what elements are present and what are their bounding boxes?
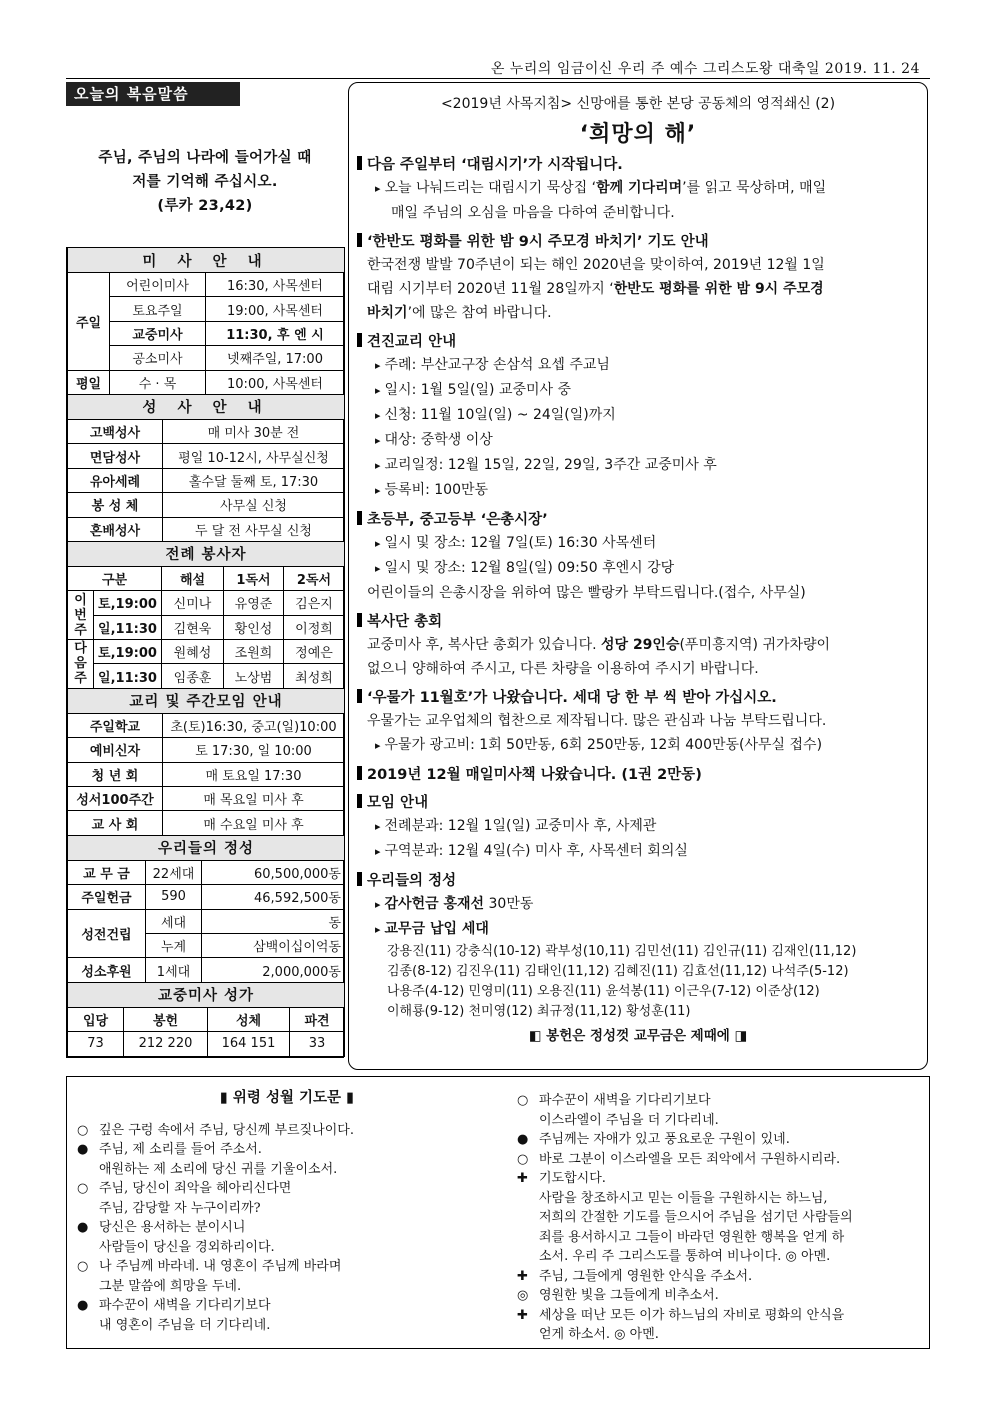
prayer-line bbox=[517, 1169, 927, 1189]
mass-name: 수 · 목 bbox=[110, 370, 206, 394]
gospel-reference: (루카 23,42) bbox=[157, 198, 253, 214]
prayer-text: 얻게 하소서. ◎ 아멘. bbox=[539, 1327, 659, 1342]
column-header: 2독서 bbox=[284, 566, 345, 590]
catechism-name: 예비신자 bbox=[68, 738, 163, 762]
server-reader2: 김은지 bbox=[284, 591, 345, 615]
next-week-label: 다음주 bbox=[68, 640, 94, 689]
server-reader2: 정예은 bbox=[284, 640, 345, 664]
mass-time: 19:00, 사목센터 bbox=[206, 297, 345, 321]
catechism-name: 교 사 회 bbox=[68, 811, 163, 835]
notice-box bbox=[348, 82, 928, 1070]
notice-item: ▸ 신청: 11월 10일(일) ~ 24일(일)까지 bbox=[357, 403, 919, 428]
offering-amount: 동 bbox=[202, 909, 345, 933]
prayer-line bbox=[77, 1199, 497, 1219]
server-reader1: 노상범 bbox=[224, 664, 284, 688]
prayer-line bbox=[517, 1150, 927, 1170]
catechism-value: 토 17:30, 일 10:00 bbox=[163, 738, 345, 762]
sacrament-table bbox=[67, 394, 345, 542]
catechism-value: 매 목요일 미사 후 bbox=[163, 787, 345, 811]
notice-item: ▸ 일시 및 장소: 12월 7일(토) 16:30 사목센터 bbox=[357, 531, 919, 556]
section-heading: 초등부, 중고등부 ‘은총시장’ bbox=[357, 509, 919, 531]
prayer-text: 그분 말씀에 희망을 두네. bbox=[99, 1278, 242, 1294]
server-commentator: 신미나 bbox=[162, 591, 224, 615]
hymn-number: 33 bbox=[290, 1032, 345, 1056]
prayer-line bbox=[517, 1208, 927, 1228]
notice-para: 없으니 양해하여 주시고, 다른 차량을 이용하여 주시기 바랍니다. bbox=[367, 661, 759, 677]
offering-count: 590 bbox=[146, 885, 202, 909]
notice-para: 대림 시기부터 2020년 11월 28일까지 ‘한반도 평화를 위한 밤 9시 주모경 bbox=[367, 281, 824, 297]
notice-item: ▸ 오늘 나눠드리는 대림시기 묵상집 ‘함께 기다리며’를 읽고 묵상하며, 매일 bbox=[357, 176, 919, 201]
offering-count: 1세대 bbox=[146, 958, 202, 982]
catechism-value: 매 토요일 17:30 bbox=[163, 762, 345, 786]
prayer-text: 이스라엘이 주님을 더 기다리네. bbox=[539, 1112, 719, 1128]
sacrament-value: 매 미사 30분 전 bbox=[163, 419, 345, 443]
prayer-line bbox=[517, 1091, 927, 1111]
notice-item: ▸ 주례: 부산교구장 손삼석 요셉 주교님 bbox=[357, 353, 919, 378]
notice-para: 어린이들의 은총시장을 위하여 많은 빨랑카 부탁드립니다.(접수, 사무실) bbox=[367, 585, 806, 601]
prayer-text: 나 주님께 바라네. 내 영혼이 주님께 바라며 bbox=[99, 1259, 342, 1274]
sacrament-name: 면담성사 bbox=[68, 444, 163, 468]
prayer-text: 당신은 용서하는 분이시니 bbox=[99, 1220, 246, 1235]
server-time: 토,19:00 bbox=[94, 591, 162, 615]
offering-name: 주일헌금 bbox=[68, 885, 146, 909]
notice-item: ▸ 등록비: 100만동 bbox=[357, 478, 919, 503]
prayer-text: 바로 그분이 이스라엘을 모든 죄악에서 구원하시리라. bbox=[539, 1151, 841, 1167]
section-heading: 2019년 12월 매일미사책 나왔습니다. (1권 2만동) bbox=[357, 764, 919, 786]
prayer-line bbox=[517, 1130, 927, 1150]
notice-item: ▸ 교무금 납입 세대 bbox=[357, 917, 919, 942]
info-tables bbox=[66, 247, 344, 1058]
column-header: 파견 bbox=[290, 1007, 345, 1031]
prayer-line bbox=[77, 1257, 497, 1277]
prayer-marker: ○ bbox=[77, 1259, 89, 1274]
prayer-marker: ● bbox=[77, 1220, 89, 1235]
offering-count: 22세대 bbox=[146, 860, 202, 884]
prayer-line bbox=[77, 1121, 497, 1141]
prayer-line bbox=[77, 1179, 497, 1199]
offering-name: 교 무 금 bbox=[68, 860, 146, 884]
prayer-line bbox=[517, 1306, 927, 1326]
header-divider bbox=[66, 78, 930, 79]
section-heading: 다음 주일부터 ‘대림시기’가 시작됩니다. bbox=[357, 154, 919, 176]
column-header: 1독서 bbox=[224, 566, 284, 590]
prayer-line bbox=[77, 1160, 497, 1180]
gospel-verse bbox=[66, 146, 344, 218]
section-heading: 견진교리 안내 bbox=[357, 331, 919, 353]
prayer-line bbox=[517, 1325, 927, 1345]
prayer-line bbox=[77, 1277, 497, 1297]
mass-time: 10:00, 사목센터 bbox=[206, 370, 345, 394]
notice-para: 우물가는 교우업체의 협찬으로 제작됩니다. 많은 관심과 나눔 부탁드립니다. bbox=[367, 713, 827, 729]
server-commentator: 임종훈 bbox=[162, 664, 224, 688]
section-title: 미 사 안 내 bbox=[68, 248, 345, 273]
prayer-marker: ○ bbox=[517, 1093, 529, 1108]
closing-slogan: ◧ 봉헌은 정성껏 교무금은 제때에 ◨ bbox=[528, 1028, 748, 1044]
hymn-number: 73 bbox=[68, 1032, 124, 1056]
sunday-label: 주일 bbox=[68, 273, 110, 371]
sacrament-name: 고백성사 bbox=[68, 419, 163, 443]
notice-item: ▸ 우물가 광고비: 1회 50만동, 6회 250만동, 12회 400만동(사무실 접수) bbox=[357, 733, 919, 758]
notice-item: ▸ 구역분과: 12월 4일(수) 미사 후, 사목센터 회의실 bbox=[357, 839, 919, 864]
server-reader1: 조원희 bbox=[224, 640, 284, 664]
building-label: 성전건립 bbox=[68, 909, 146, 958]
offering-amount: 46,592,500동 bbox=[202, 885, 345, 909]
section-title: 성 사 안 내 bbox=[68, 394, 345, 419]
prayer-text: 저희의 간절한 기도를 들으시어 주님을 섬기던 사람들의 bbox=[539, 1210, 853, 1225]
prayer-text: 주님, 그들에게 영원한 안식을 주소서. bbox=[539, 1268, 753, 1284]
gospel-line: 저를 기억해 주십시오. bbox=[132, 174, 278, 190]
hymn-number: 212 220 bbox=[124, 1032, 208, 1056]
sacrament-value: 사무실 신청 bbox=[163, 493, 345, 517]
section-title: 전례 봉사자 bbox=[68, 541, 345, 566]
mass-time: 16:30, 사목센터 bbox=[206, 273, 345, 297]
prayer-text: 영원한 빛을 그들에게 비추소서. bbox=[539, 1288, 719, 1303]
section-heading: 복사단 총회 bbox=[357, 611, 919, 633]
catechism-name: 청 년 회 bbox=[68, 762, 163, 786]
notice-para: 바치기’에 많은 참여 바랍니다. bbox=[367, 305, 552, 321]
prayer-text: 깊은 구렁 속에서 주님, 당신께 부르짖나이다. bbox=[99, 1122, 354, 1138]
server-commentator: 원혜성 bbox=[162, 640, 224, 664]
server-reader1: 유영준 bbox=[224, 591, 284, 615]
notice-title: ‘희망의 해’ bbox=[579, 122, 697, 147]
offering-count: 세대 bbox=[146, 909, 202, 933]
prayer-line bbox=[517, 1111, 927, 1131]
section-heading: 모임 안내 bbox=[357, 792, 919, 814]
sacrament-name: 봉 성 체 bbox=[68, 493, 163, 517]
mass-name: 어린이미사 bbox=[110, 273, 206, 297]
prayer-text: 파수꾼이 새벽을 기다리기보다 bbox=[99, 1298, 271, 1313]
prayer-line bbox=[517, 1267, 927, 1287]
this-week-label: 이번주 bbox=[68, 591, 94, 640]
prayer-line bbox=[517, 1286, 927, 1306]
prayer-text: 주님, 감당할 자 누구이리까? bbox=[99, 1200, 261, 1216]
pastoral-guideline: <2019년 사목지침> 신망애를 통한 본당 공동체의 영적쇄신 (2) bbox=[440, 96, 836, 112]
column-header: 봉헌 bbox=[124, 1007, 208, 1031]
mass-time: 넷째주일, 17:00 bbox=[206, 346, 345, 370]
prayer-marker: ● bbox=[77, 1142, 89, 1157]
prayer-text: 죄를 용서하시고 그들이 바라던 영원한 행복을 얻게 하 bbox=[539, 1229, 845, 1245]
server-time: 일,11:30 bbox=[94, 664, 162, 688]
server-time: 일,11:30 bbox=[94, 615, 162, 639]
prayer-marker: ● bbox=[77, 1298, 89, 1313]
notice-item: ▸ 교리일정: 12월 15일, 22일, 29일, 3주간 교중미사 후 bbox=[357, 453, 919, 478]
prayer-box bbox=[66, 1076, 930, 1349]
column-header: 입당 bbox=[68, 1007, 124, 1031]
notice-item: ▸ 대상: 중학생 이상 bbox=[357, 428, 919, 453]
prayer-line bbox=[77, 1140, 497, 1160]
column-header: 구분 bbox=[68, 566, 162, 590]
prayer-text: 소서. 우리 주 그리스도를 통하여 비나이다. ◎ 아멘. bbox=[539, 1249, 831, 1264]
server-reader2: 이정희 bbox=[284, 615, 345, 639]
offering-count: 누계 bbox=[146, 933, 202, 957]
prayer-text: 주님께는 자애가 있고 풍요로운 구원이 있네. bbox=[539, 1132, 790, 1147]
prayer-text: 내 영혼이 주님을 더 기다리네. bbox=[99, 1317, 271, 1333]
catechism-name: 성서100주간 bbox=[68, 787, 163, 811]
server-reader1: 황인성 bbox=[224, 615, 284, 639]
prayer-column-left bbox=[77, 1089, 497, 1335]
notice-item: ▸ 일시: 1월 5일(일) 교중미사 중 bbox=[357, 378, 919, 403]
section-heading: 우리들의 정성 bbox=[357, 870, 919, 892]
section-title: 교리 및 주간모임 안내 bbox=[68, 688, 345, 713]
prayer-line bbox=[517, 1228, 927, 1248]
left-column bbox=[66, 82, 344, 218]
prayer-line bbox=[77, 1218, 497, 1238]
mass-table bbox=[67, 247, 345, 395]
section-heading: ‘우물가 11월호’가 나왔습니다. 세대 당 한 부 씩 받아 가십시오. bbox=[357, 687, 919, 709]
offering-table bbox=[67, 835, 345, 983]
server-commentator: 김현욱 bbox=[162, 615, 224, 639]
catechism-value: 초(토)16:30, 중고(일)10:00 bbox=[163, 713, 345, 737]
prayer-marker: ○ bbox=[517, 1151, 529, 1167]
donor-line: 강용진(11) 강충식(10-12) 곽부성(10,11) 김민선(11) 김인규(11) 김재인(11,12) bbox=[387, 944, 857, 959]
hymn-table bbox=[67, 982, 345, 1057]
sacrament-value: 홀수달 둘째 토, 17:30 bbox=[163, 468, 345, 492]
mass-name: 토요주일 bbox=[110, 297, 206, 321]
prayer-marker: ◎ bbox=[517, 1288, 529, 1303]
offering-amount: 60,500,000동 bbox=[202, 860, 345, 884]
prayer-marker: ✚ bbox=[517, 1268, 528, 1284]
section-title: 교중미사 성가 bbox=[68, 982, 345, 1007]
prayer-line bbox=[77, 1296, 497, 1316]
catechism-name: 주일학교 bbox=[68, 713, 163, 737]
gospel-line: 주님, 주님의 나라에 들어가실 때 bbox=[98, 150, 312, 166]
catechism-table bbox=[67, 688, 345, 836]
donor-line: 이해룡(9-12) 천미영(12) 최규정(11,12) 황성훈(11) bbox=[387, 1004, 691, 1019]
prayer-text: 세상을 떠난 모든 이가 하느님의 자비로 평화의 안식을 bbox=[539, 1307, 845, 1323]
prayer-line bbox=[77, 1238, 497, 1258]
hymn-number: 164 151 bbox=[208, 1032, 290, 1056]
section-title: 우리들의 정성 bbox=[68, 835, 345, 860]
prayer-text: 사람들이 당신을 경외하리이다. bbox=[99, 1239, 275, 1255]
prayer-marker: ✚ bbox=[517, 1171, 528, 1186]
section-heading: ‘한반도 평화를 위한 밤 9시 주모경 바치기’ 기도 안내 bbox=[357, 231, 919, 253]
offering-amount: 2,000,000동 bbox=[202, 958, 345, 982]
prayer-marker: ○ bbox=[77, 1181, 89, 1196]
column-header: 해설 bbox=[162, 566, 224, 590]
bulletin-header: 온 누리의 임금이신 우리 주 예수 그리스도왕 대축일 2019. 11. 24 bbox=[490, 61, 920, 77]
offering-amount: 삼백이십이억동 bbox=[202, 933, 345, 957]
weekday-label: 평일 bbox=[68, 370, 110, 394]
prayer-marker: ○ bbox=[77, 1122, 89, 1138]
prayer-text: 사람을 창조하시고 믿는 이들을 구원하시는 하느님, bbox=[539, 1190, 828, 1206]
gospel-label: 오늘의 복음말씀 bbox=[66, 82, 240, 106]
prayer-line bbox=[517, 1189, 927, 1209]
column-header: 성체 bbox=[208, 1007, 290, 1031]
server-reader2: 최성희 bbox=[284, 664, 345, 688]
donor-names bbox=[357, 942, 919, 1022]
notice-para: 교중미사 후, 복사단 총회가 있습니다. 성당 29인승(푸미흥지역) 귀가차량이 bbox=[367, 637, 831, 653]
notice-item-cont: 매일 주님의 오심을 마음을 다하여 준비합니다. bbox=[391, 205, 675, 221]
server-time: 토,19:00 bbox=[94, 640, 162, 664]
offering-name: 성소후원 bbox=[68, 958, 146, 982]
prayer-line bbox=[517, 1247, 927, 1267]
sacrament-value: 평일 10-12시, 사무실신청 bbox=[163, 444, 345, 468]
prayer-column-right bbox=[517, 1091, 927, 1345]
sacrament-name: 유아세례 bbox=[68, 468, 163, 492]
prayer-text: 주님, 제 소리를 들어 주소서. bbox=[99, 1142, 262, 1157]
prayer-line bbox=[77, 1316, 497, 1336]
prayer-marker: ● bbox=[517, 1132, 529, 1147]
catechism-value: 매 수요일 미사 후 bbox=[163, 811, 345, 835]
sacrament-name: 혼배성사 bbox=[68, 517, 163, 541]
sacrament-value: 두 달 전 사무실 신청 bbox=[163, 517, 345, 541]
mass-time: 11:30, 후 엔 시 bbox=[206, 321, 345, 345]
prayer-text: 주님, 당신이 죄악을 헤아리신다면 bbox=[99, 1181, 292, 1196]
notice-para: 한국전쟁 발발 70주년이 되는 해인 2020년을 맞이하여, 2019년 12월 1일 bbox=[367, 257, 825, 273]
prayer-text: 파수꾼이 새벽을 기다리기보다 bbox=[539, 1093, 711, 1108]
mass-name: 교중미사 bbox=[110, 321, 206, 345]
donor-line: 김종(8-12) 김진우(11) 김태인(11,12) 김혜진(11) 김효선(11,12) 나석주(5-12) bbox=[387, 964, 849, 979]
servers-table bbox=[67, 541, 345, 689]
donor-line: 나용주(4-12) 민영미(11) 오용진(11) 윤석봉(11) 이근우(7-12) 이준상(12) bbox=[387, 984, 820, 999]
prayer-marker: ✚ bbox=[517, 1307, 528, 1323]
notice-item: ▸ 일시 및 장소: 12월 8일(일) 09:50 후엔시 강당 bbox=[357, 556, 919, 581]
notice-item: ▸ 전례분과: 12월 1일(일) 교중미사 후, 사제관 bbox=[357, 814, 919, 839]
prayer-text: 애원하는 제 소리에 당신 귀를 기울이소서. bbox=[99, 1161, 338, 1177]
prayer-text: 기도합시다. bbox=[539, 1171, 606, 1186]
prayer-title: ▮ 위령 성월 기도문 ▮ bbox=[219, 1090, 355, 1106]
notice-item: ▸ 감사헌금 홍재선 30만동 bbox=[357, 892, 919, 917]
mass-name: 공소미사 bbox=[110, 346, 206, 370]
